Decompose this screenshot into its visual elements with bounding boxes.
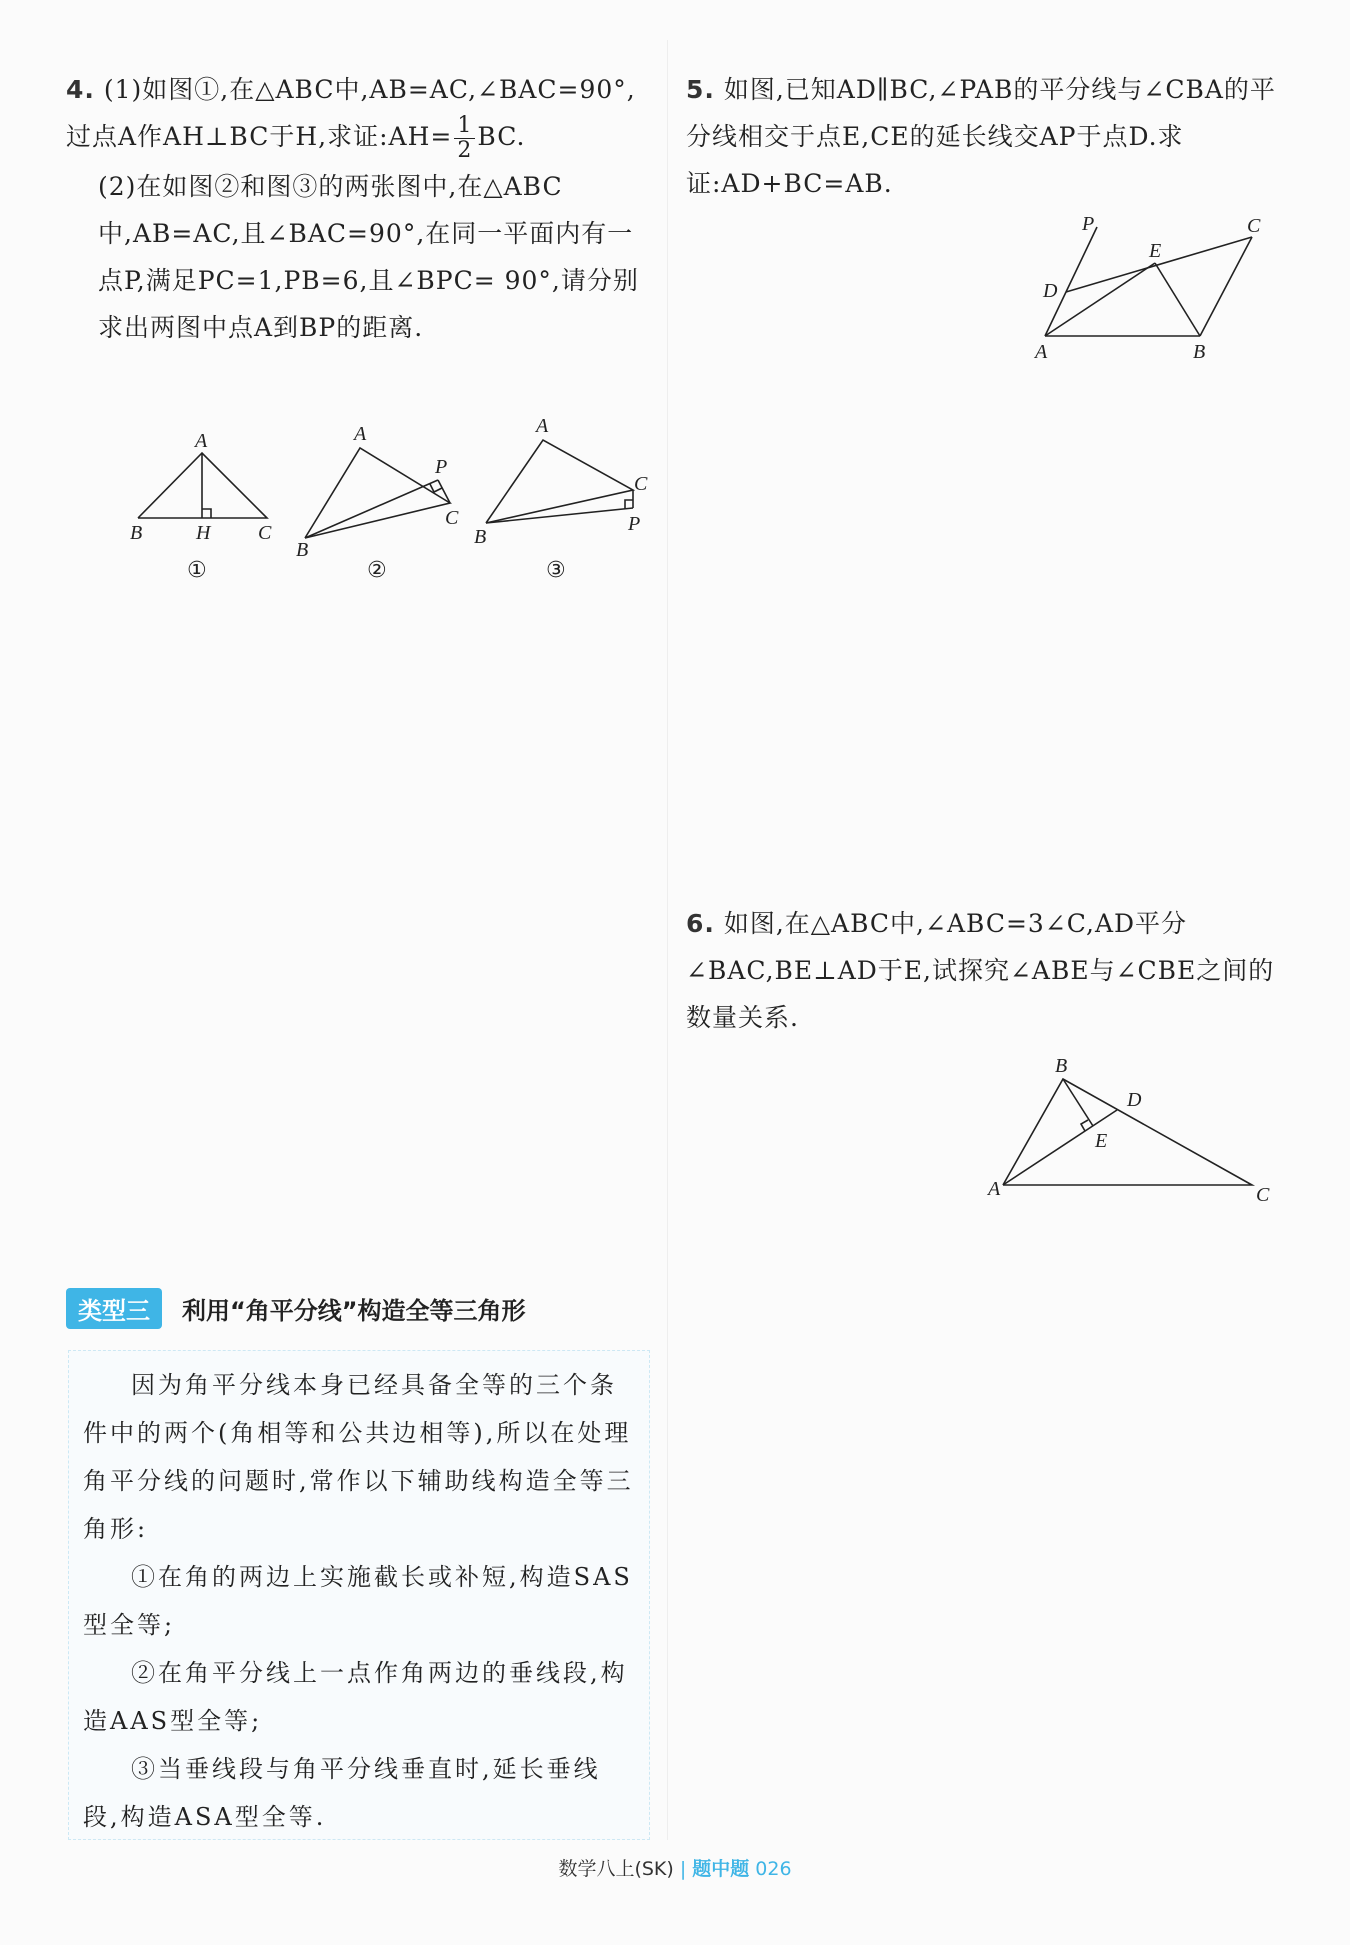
label-c: C [445, 507, 459, 529]
perpendicular-be [1063, 1079, 1093, 1126]
tip-item-3: ③当垂线段与角平分线垂直时,延长垂线段,构造ASA型全等. [83, 1755, 601, 1831]
label-e: E [1149, 240, 1162, 262]
fraction-numerator: 1 [454, 114, 475, 139]
problem-6-text: 如图,在△ABC中,∠ABC=3∠C,AD平分∠BAC,BE⊥AD于E,试探究∠ABE与∠CBE之间的数量关系. [686, 909, 1275, 1032]
footer-page-number: 026 [755, 1858, 792, 1880]
label-c: C [634, 473, 648, 495]
figure-5-parallel-lines [1030, 210, 1270, 370]
figure-3-triangle [460, 410, 660, 590]
label-h: H [196, 522, 211, 544]
label-b: B [296, 539, 309, 561]
figure-6-triangle [985, 1050, 1275, 1210]
footer-book: 数学八上(SK) [558, 1858, 674, 1880]
label-b: B [1193, 341, 1206, 363]
tip-intro: 因为角平分线本身已经具备全等的三个条件中的两个(角相等和公共边相等),所以在处理角平分线的问题时,常作以下辅助线构造全等三角形: [83, 1371, 634, 1543]
label-a: A [988, 1178, 1001, 1200]
label-p: P [628, 513, 641, 535]
label-d: D [1127, 1089, 1142, 1111]
problem-6 [686, 900, 1280, 1041]
problem-4-part2: (2)在如图②和图③的两张图中,在△ABC中,AB=AC,且∠BAC=90°,在同一平面内有一点P,满足PC=1,PB=6,且∠BPC= 90°,请分别求出两图中点A到BP的距离. [98, 172, 639, 342]
triangle-abc-fig2 [305, 448, 450, 538]
problem-4 [66, 66, 656, 351]
label-c: C [258, 522, 272, 544]
problem-4-number: 4. [66, 75, 95, 104]
label-p: P [435, 456, 448, 478]
figure-1-triangle [125, 425, 285, 590]
figure-2-caption: ② [367, 558, 387, 583]
type-3-title: 利用“角平分线”构造全等三角形 [182, 1296, 526, 1325]
label-c: C [1256, 1184, 1270, 1206]
problem-5-number: 5. [686, 75, 715, 104]
footer-separator: | [679, 1858, 687, 1880]
problem-4-part1: (1)如图①,在△ABC中,AB=AC,∠BAC=90°,过点A作AH⊥BC于H,求证:AH= $\frac{1}{2}$ BC. [66, 75, 636, 163]
tip-item-1: ①在角的两边上实施截长或补短,构造SAS型全等; [83, 1563, 633, 1639]
tip-item-2: ②在角平分线上一点作角两边的垂线段,构造AAS型全等; [83, 1659, 628, 1735]
bisector-be [1155, 263, 1200, 336]
label-c: C [1247, 215, 1261, 237]
label-a: A [536, 415, 549, 437]
figure-1-caption: ① [187, 558, 207, 583]
segment-bp [305, 480, 438, 538]
label-a: A [354, 423, 367, 445]
label-e: E [1095, 1130, 1108, 1152]
label-b: B [1055, 1055, 1068, 1077]
problem-5-text: 如图,已知AD∥BC,∠PAB的平分线与∠CBA的平分线相交于点E,CE的延长线交AP于点D.求证:AD+BC=AB. [686, 75, 1276, 198]
right-angle-mark-h [202, 509, 211, 518]
label-a: A [195, 430, 208, 452]
type-3-header [66, 1288, 526, 1328]
figure-2-triangle [285, 420, 475, 590]
label-b: B [130, 522, 143, 544]
label-a: A [1035, 341, 1048, 363]
figure-3-caption: ③ [546, 558, 566, 583]
segment-bc [1200, 237, 1252, 336]
type-3-badge: 类型三 [66, 1288, 162, 1329]
column-divider [667, 40, 668, 1840]
segment-bp [486, 508, 633, 523]
fraction-denominator: 2 [457, 138, 473, 163]
label-p: P [1082, 213, 1095, 235]
page-footer [0, 1854, 1350, 1881]
fraction-one-half [454, 114, 475, 163]
bisector-ae [1045, 263, 1155, 336]
problem-5 [686, 66, 1280, 207]
label-d: D [1043, 280, 1058, 302]
footer-section: 题中题 [692, 1858, 750, 1880]
problem-6-number: 6. [686, 909, 715, 938]
method-tip-box [68, 1350, 650, 1840]
label-b: B [474, 526, 487, 548]
